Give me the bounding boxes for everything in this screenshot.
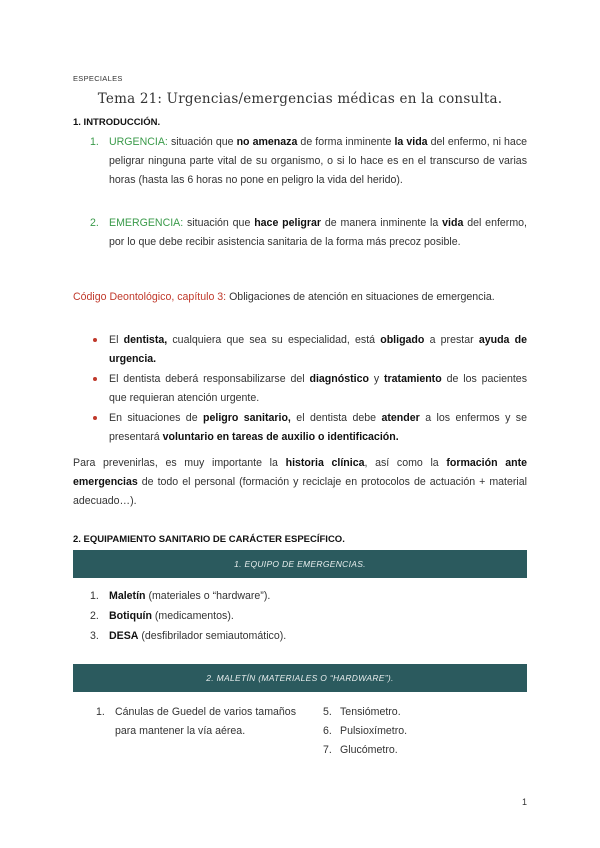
- list-item: [90, 626, 286, 646]
- prevention-paragraph: [73, 454, 527, 511]
- text: (desfibrilador semiautomático).: [138, 630, 287, 642]
- page-title: Tema 21: Urgencias/emergencias médicas en la consulta.: [97, 91, 503, 107]
- bold-text: historia clínica: [285, 457, 365, 469]
- section-heading-equipamiento: 2. EQUIPAMIENTO SANITARIO DE CARÁCTER ESPECÍFICO.: [73, 534, 345, 545]
- bullet-list: [93, 331, 527, 448]
- bold-text: obligado: [380, 334, 425, 346]
- text: de manera inminente la: [321, 217, 443, 229]
- codigo-label: Código Deontológico, capítulo 3:: [73, 291, 227, 303]
- bold-text: atender: [381, 412, 420, 424]
- bold-text: ayuda de urgencia.: [109, 334, 528, 365]
- header-tag: ESPECIALES: [73, 74, 123, 83]
- text: cualquiera que sea su especialidad, está: [167, 334, 381, 346]
- text: de los pacientes que requieran atención urgente.: [109, 373, 527, 404]
- section-heading-introduccion: 1. INTRODUCCIÓN.: [73, 117, 161, 128]
- bullet-dot-icon: [93, 377, 97, 381]
- bullet-dot-icon: [93, 416, 97, 420]
- bold-text: DESA: [109, 630, 139, 642]
- bullet-item: [93, 409, 527, 447]
- text: a prestar: [424, 334, 479, 346]
- bold-text: Maletín: [109, 590, 146, 602]
- bullet-dot-icon: [93, 338, 97, 342]
- text: situación que: [183, 217, 255, 229]
- bold-text: voluntario en tareas de auxilio o identificación.: [162, 431, 399, 443]
- list-number: 3.: [90, 630, 99, 642]
- text: de todo el personal (formación y reciclaje en protocolos de actuación + material adecuado…).: [73, 476, 527, 507]
- list-number: 2.: [90, 610, 99, 622]
- text: y: [368, 373, 384, 385]
- list-item-urgencia: [90, 133, 527, 190]
- list-number: 7.: [323, 744, 332, 756]
- list-item: [323, 741, 407, 760]
- bold-text: diagnóstico: [309, 373, 369, 385]
- list-item: [90, 586, 286, 606]
- list-number: 1.: [90, 136, 99, 148]
- list-item-text: Pulsioxímetro.: [340, 725, 408, 737]
- list-item: [323, 722, 407, 741]
- text: a los enfermos y se presentará: [109, 412, 527, 443]
- list-number: 1.: [90, 590, 99, 602]
- text: situación que: [167, 136, 237, 148]
- bullet-item: [93, 331, 527, 369]
- list-item-text: Glucómetro.: [340, 744, 398, 756]
- bold-text: dentista,: [123, 334, 168, 346]
- bold-text: no amenaza: [236, 136, 298, 148]
- text: de forma inminente: [297, 136, 395, 148]
- bold-text: tratamiento: [384, 373, 442, 385]
- codigo-text: Obligaciones de atención en situaciones de emergencia.: [226, 291, 495, 303]
- text: El dentista deberá responsabilizarse del: [109, 373, 310, 385]
- bullet-item: [93, 370, 527, 408]
- term-emergencia: EMERGENCIA:: [109, 217, 184, 229]
- bold-text: la vida: [394, 136, 428, 148]
- list-item: [323, 703, 407, 722]
- list-item: [90, 606, 286, 626]
- list-item-text: Tensiómetro.: [340, 706, 401, 718]
- bold-text: vida: [442, 217, 464, 229]
- maletin-list-left: [96, 703, 296, 741]
- text: , así como la: [364, 457, 447, 469]
- text: del enfermo, ni hace peligrar ninguna parte vital de su organismo, o si lo hace es en el transcurso de varias horas (hasta las 6 horas no pone en peligro la vida del herido).: [109, 136, 528, 186]
- text: del enfermo, por lo que debe recibir asistencia sanitaria de la forma más precoz posible.: [109, 217, 527, 248]
- equipo-list: [90, 586, 286, 646]
- bold-text: peligro sanitario,: [203, 412, 291, 424]
- text: Para prevenirlas, es muy importante la: [73, 457, 286, 469]
- page-number: 1: [522, 797, 528, 807]
- list-number: 5.: [323, 706, 332, 718]
- text: En situaciones de: [109, 412, 204, 424]
- list-item-emergencia: [90, 214, 527, 252]
- banner-equipo-emergencias: 1. EQUIPO DE EMERGENCIAS.: [73, 550, 527, 578]
- text: el dentista debe: [290, 412, 382, 424]
- text: (materiales o “hardware”).: [145, 590, 271, 602]
- term-urgencia: URGENCIA:: [109, 136, 168, 148]
- list-item-text: Cánulas de Guedel de varios tamaños para mantener la vía aérea.: [115, 706, 296, 737]
- text: (medicamentos).: [151, 610, 234, 622]
- maletin-list-right: [323, 703, 407, 760]
- list-number: 6.: [323, 725, 332, 737]
- text: El: [109, 334, 124, 346]
- bold-text: formación ante emergencias: [73, 457, 528, 488]
- bold-text: Botiquín: [109, 610, 152, 622]
- bold-text: hace peligrar: [254, 217, 322, 229]
- list-number: 2.: [90, 217, 99, 229]
- list-number: 1.: [96, 706, 105, 718]
- banner-maletin: 2. MALETÍN (MATERIALES O “HARDWARE”).: [73, 664, 527, 692]
- codigo-deontologico-paragraph: [73, 288, 527, 307]
